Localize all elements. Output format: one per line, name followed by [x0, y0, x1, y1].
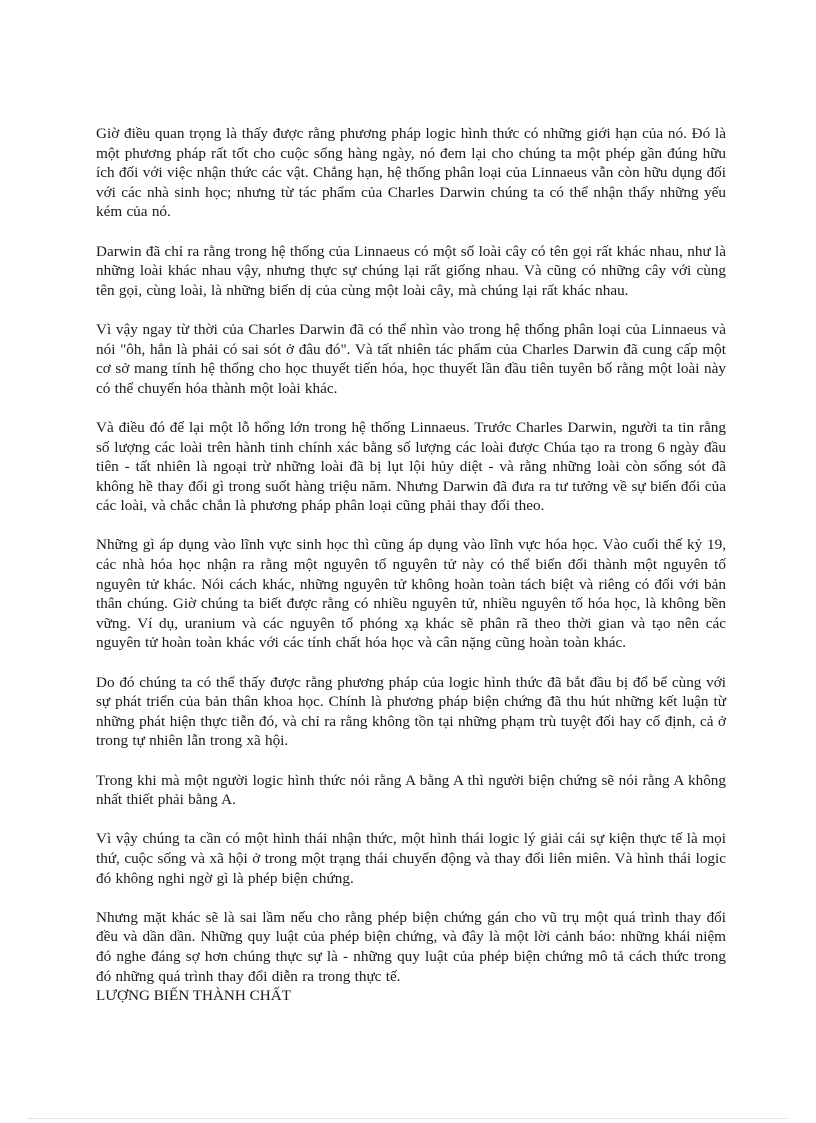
- paragraph-darwin-linnaeus: Darwin đã chỉ ra rằng trong hệ thống của Linnaeus có một số loài cây có tên gọi rất khác nhau, như là những loài khác nhau vậy, nhưng thực sự chúng lại rất giống nhau. Và cũng có những cây với cùng tên gọi, cùng loài, là những biến dị của cùng một loài cây, mà chúng lại rất khác nhau.: [96, 242, 726, 299]
- document-page: [96, 124, 726, 1006]
- paragraph-darwin-classification: Vì vậy ngay từ thời của Charles Darwin đã có thể nhìn vào trong hệ thống phân loại của Linnaeus và nói "ôh, hẳn là phải có sai sót ở đâu đó". Và tất nhiên tác phẩm của Charles Darwin đã cung cấp một cơ sở mang tính hệ thống cho học thuyết tiến hóa, học thuyết lần đầu tiên tuyên bố rằng một loài này có thể chuyển hóa thành một loài khác.: [96, 320, 726, 397]
- section-heading: LƯỢNG BIẾN THÀNH CHẤT: [96, 987, 292, 1005]
- page-bottom-divider: [28, 1118, 788, 1119]
- paragraph-laws-of-dialectics: Nhưng mặt khác sẽ là sai lầm nếu cho rằng phép biện chứng gán cho vũ trụ một quá trình thay đổi đều và dần dần. Những quy luật của phép biện chứng, và đây là một lời cảnh báo: những khái niệm đó nghe đáng sợ hơn chúng thực sự là - những quy luật của phép biện chứng mô tả cách thức trong đó những quá trình thay đổi diễn ra trong thực tế.: [96, 908, 726, 985]
- paragraph-a-equals-a: Trong khi mà một người logic hình thức nói rằng A bằng A thì người biện chứng sẽ nói rằng A không nhất thiết phải bằng A.: [96, 771, 726, 809]
- paragraph-formal-logic-limits: Giờ điều quan trọng là thấy được rằng phương pháp logic hình thức có những giới hạn của nó. Đó là một phương pháp rất tốt cho cuộc sống hàng ngày, nó đem lại cho chúng ta một phép gần đúng hữu ích đối với việc nhận thức các vật. Chẳng hạn, hệ thống phân loại của Linnaeus vẫn còn hữu dụng đối với các nhà sinh học; nhưng từ tác phẩm của Charles Darwin chúng ta có thể nhận thấy những yếu kém của nó.: [96, 125, 726, 221]
- paragraph-chemistry: Những gì áp dụng vào lĩnh vực sinh học thì cũng áp dụng vào lĩnh vực hóa học. Vào cuối thế kỷ 19, các nhà hóa học nhận ra rằng một nguyên tố nguyên tử này có thể biến đổi thành một nguyên tố nguyên tử khác. Nói cách khác, những nguyên tử không hoàn toàn tách biệt và riêng có đối với bản thân chúng. Giờ chúng ta biết được rằng có nhiều nguyên tử, nhiều nguyên tố hóa học, là không bền vững. Ví dụ, uranium và các nguyên tố phóng xạ khác sẽ phân rã theo thời gian và tạo nên các nguyên tử hoàn toàn khác với các tính chất hóa học và cân nặng cũng hoàn toàn khác.: [96, 536, 726, 652]
- paragraph-linnaeus-gap: Và điều đó để lại một lỗ hổng lớn trong hệ thống Linnaeus. Trước Charles Darwin, người ta tin rằng số lượng các loài trên hành tinh chính xác bằng số lượng các loài được Chúa tạo ra trong 6 ngày đầu tiên - tất nhiên là ngoại trừ những loài đã bị lụt lội hủy diệt - và rằng những loài còn sống sót đã không hề thay đổi gì trong suốt hàng triệu năm. Nhưng Darwin đã đưa ra tư tưởng về sự biến đổi của các loài, và chắc chắn là phương pháp phân loại cũng phải thay đổi theo.: [96, 418, 726, 515]
- paragraph-form-of-cognition: Vì vậy chúng ta cần có một hình thái nhận thức, một hình thái logic lý giải cái sự kiện thực tế là mọi thứ, cuộc sống và xã hội ở trong một trạng thái chuyển động và thay đổi liên miên. Và hình thái logic đó không nghi ngờ gì là phép biện chứng.: [96, 830, 726, 887]
- paragraph-dialectical-method: Do đó chúng ta có thể thấy được rằng phương pháp của logic hình thức đã bắt đầu bị đổ bể cùng với sự phát triển của bản thân khoa học. Chính là phương pháp biện chứng đã thu hút những kết luận từ những phát hiện thực tiễn đó, và chỉ ra rằng không tồn tại những phạm trù tuyệt đối hay cố định, cả ở trong tự nhiên lẫn trong xã hội.: [96, 673, 726, 750]
